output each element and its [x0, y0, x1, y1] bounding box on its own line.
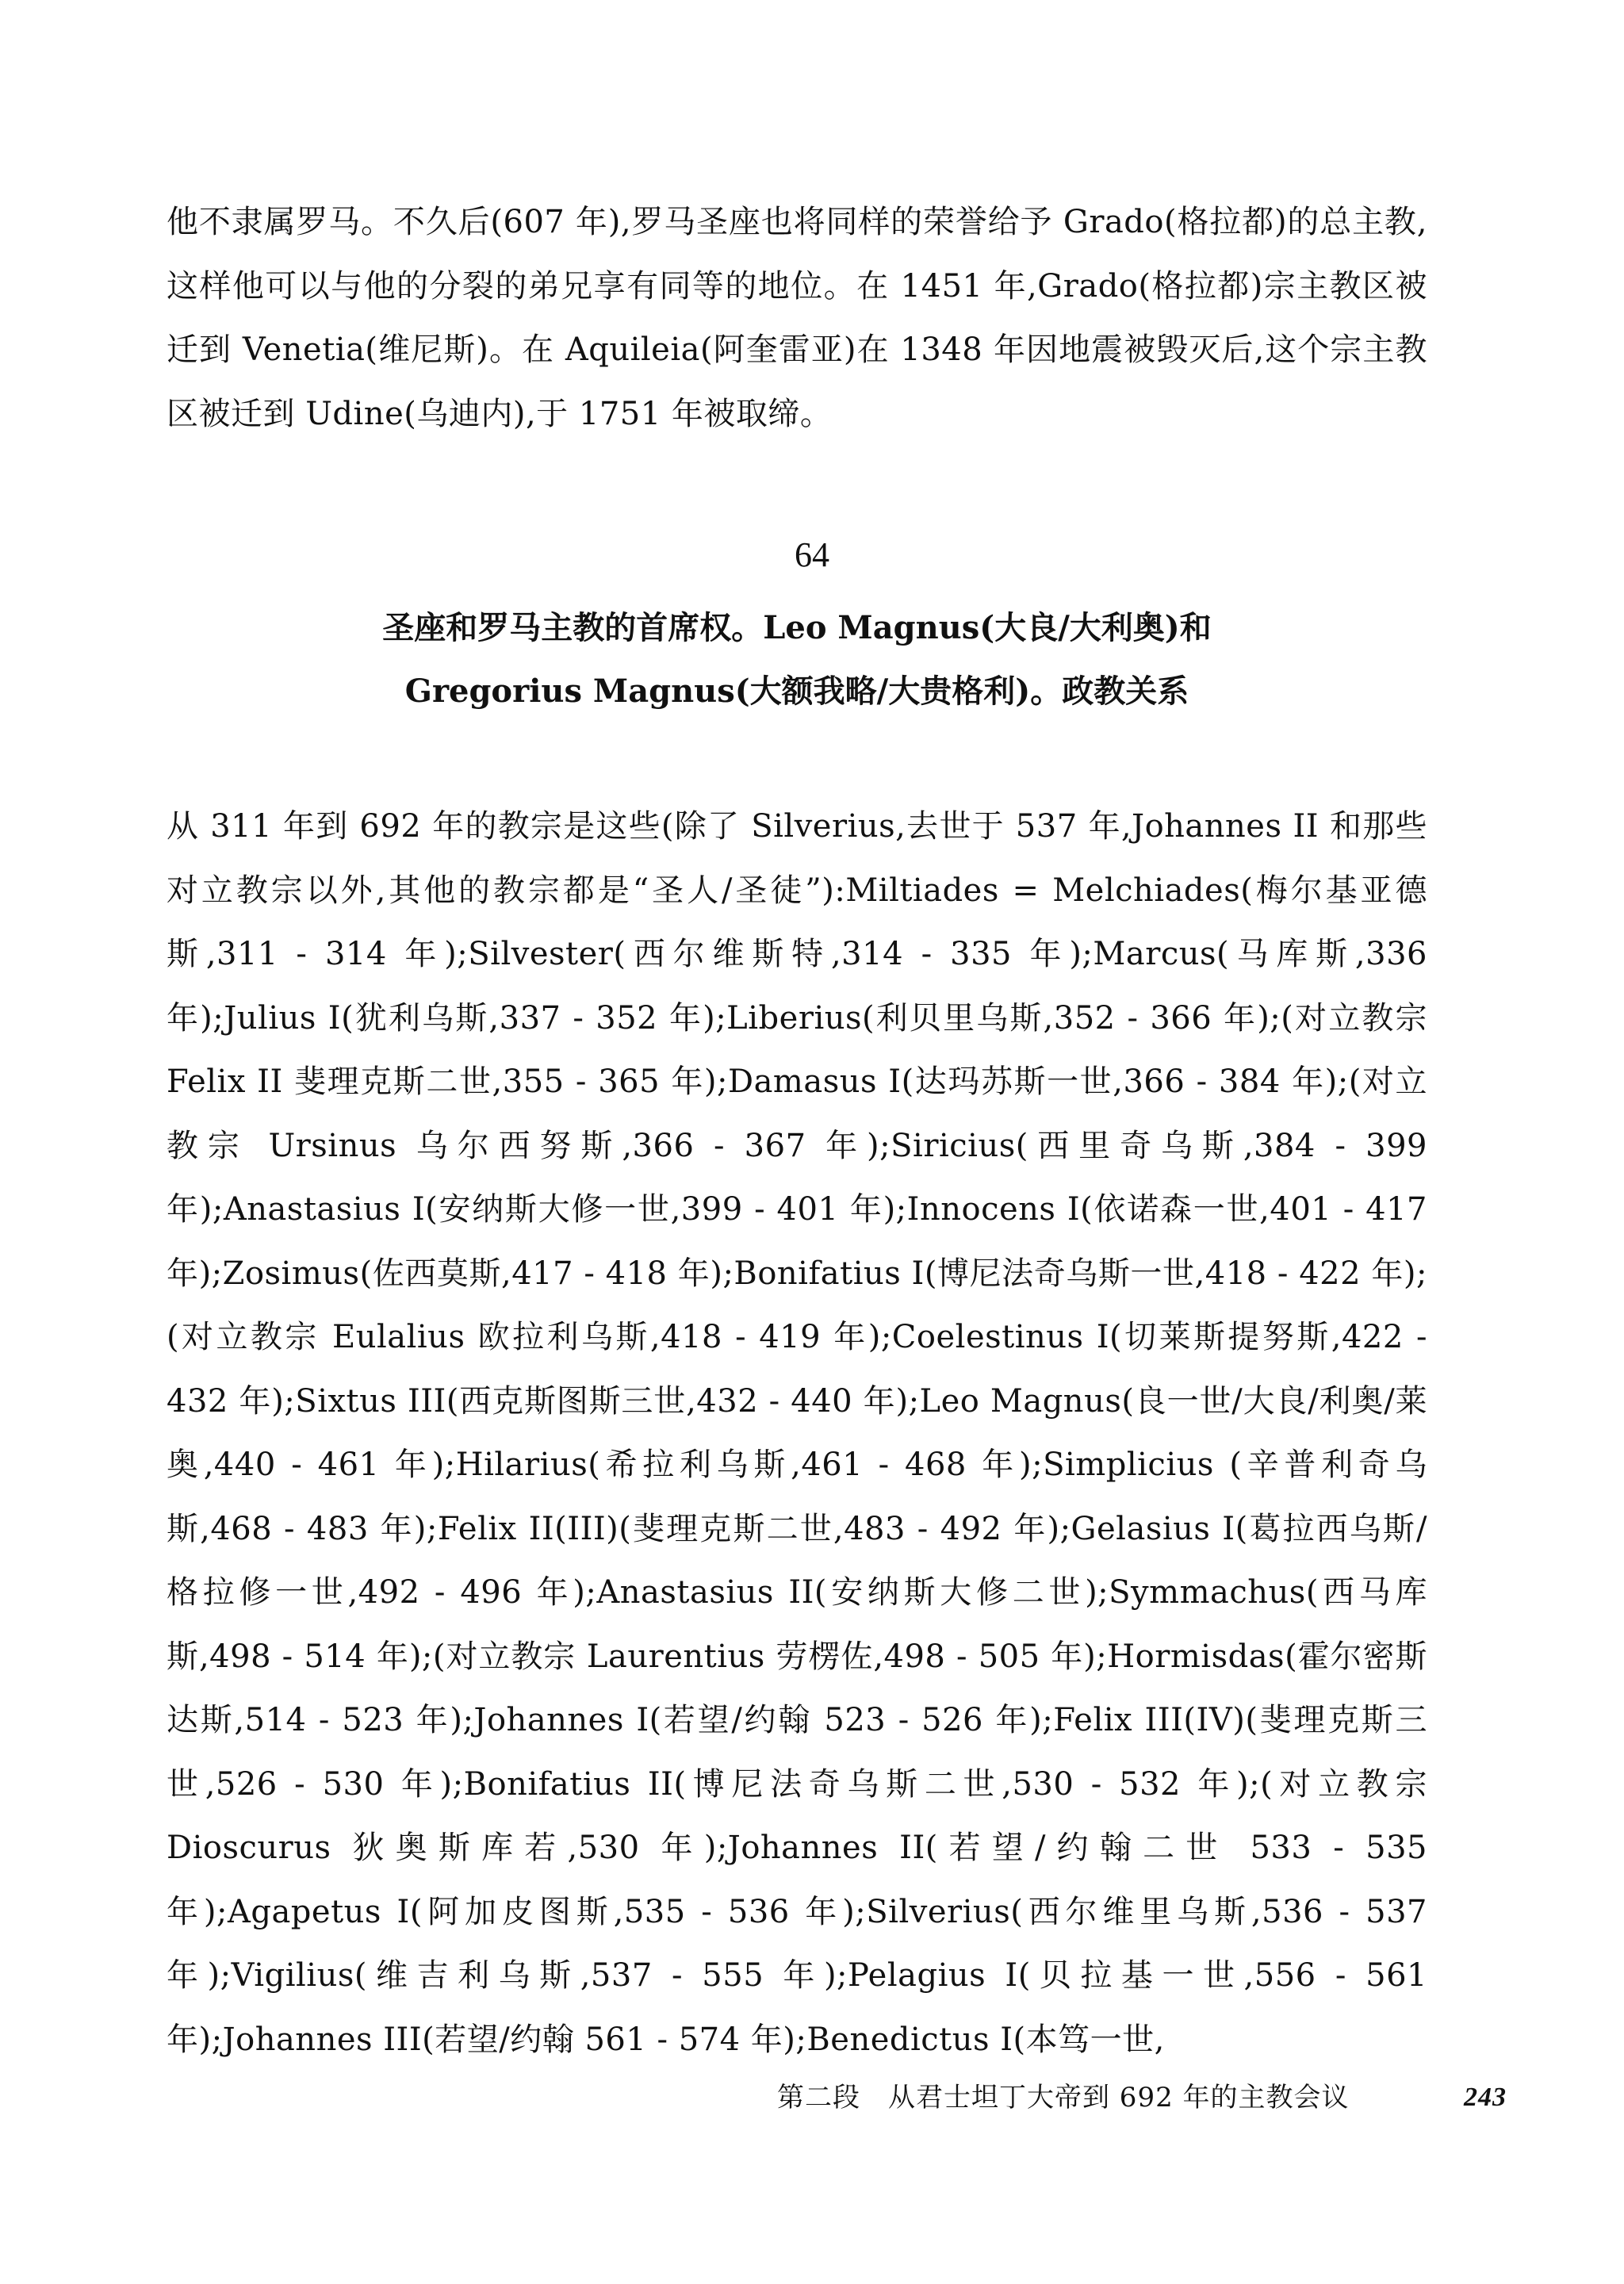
intro-paragraph: 他不隶属罗马。不久后(607 年),罗马圣座也将同样的荣誉给予 Grado(格拉都)的总主教,这样他可以与他的分裂的弟兄享有同等的地位。在 1451 年,Grado(格拉都)宗主教区被迁到 Venetia(维尼斯)。在 Aquileia(阿奎雷亚)在 1348 年因地震被毁灭后,这个宗主教区被迁到 Udine(乌迪内),于 1751 年被取缔。	[167, 204, 1427, 432]
section-title	[238, 596, 1356, 723]
section-title-line-2: Gregorius Magnus(大额我略/大贵格利)。政教关系	[404, 673, 1189, 710]
section-number: 64	[795, 535, 829, 574]
section-title-line-1: 圣座和罗马主教的首席权。Leo Magnus(大良/大利奥)和	[382, 609, 1212, 646]
running-head: 第二段 从君士坦丁大帝到 692 年的主教会议	[777, 2082, 1350, 2113]
page-number: 243	[1464, 2083, 1507, 2112]
page-footer	[777, 2078, 1507, 2117]
body-paragraph: 从 311 年到 692 年的教宗是这些(除了 Silverius,去世于 537 年,Johannes II 和那些对立教宗以外,其他的教宗都是“圣人/圣徒”):Miltiades = Melchiades(梅尔基亚德斯,311 - 314 年);Silvester(西尔维斯特,314 - 335 年);Marcus(马库斯,336 年);Julius I(犹利乌斯,337 - 352 年);Liberius(利贝里乌斯,352 - 366 年);(对立教宗 Felix II 斐理克斯二世,355 - 365 年);Damasus I(达玛苏斯一世,366 - 384 年);(对立教宗 Ursinus 乌尔西努斯,366 - 367 年);Siricius(西里奇乌斯,384 - 399 年);Anastasius I(安纳斯大修一世,399 - 401 年);Innocens I(依诺森一世,401 - 417年);Zosimus(佐西莫斯,417 - 418 年);Bonifatius I(博尼法奇乌斯一世,418 - 422 年);(对立教宗 Eulalius 欧拉利乌斯,418 - 419 年);Coelestinus I(切莱斯提努斯,422 - 432 年);Sixtus III(西克斯图斯三世,432 - 440 年);Leo Magnus(良一世/大良/利奥/莱奥,440 - 461 年);Hilarius(希拉利乌斯,461 - 468 年);Simplicius (辛普利奇乌斯,468 - 483 年);Felix II(III)(斐理克斯二世,483 - 492 年);Gelasius I(葛拉西乌斯/格拉修一世,492 - 496 年);Anastasius II(安纳斯大修二世);Symmachus(西马库斯,498 - 514 年);(对立教宗 Laurentius 劳楞佐,498 - 505 年);Hormisdas(霍尔密斯达斯,514 - 523 年);Johannes I(若望/约翰 523 - 526 年);Felix III(IV)(斐理克斯三世,526 - 530 年);Bonifatius II(博尼法奇乌斯二世,530 - 532 年);(对立教宗 Dioscurus 狄奥斯库若,530 年);Johannes II(若望/约翰二世 533 - 535 年);Agapetus I(阿加皮图斯,535 - 536 年);Silverius(西尔维里乌斯,536 - 537 年);Vigilius(维吉利乌斯,537 - 555 年);Pelagius I(贝拉基一世,556 - 561年);Johannes III(若望/约翰 561 - 574 年);Benedictus I(本笃一世,	[167, 808, 1427, 2058]
